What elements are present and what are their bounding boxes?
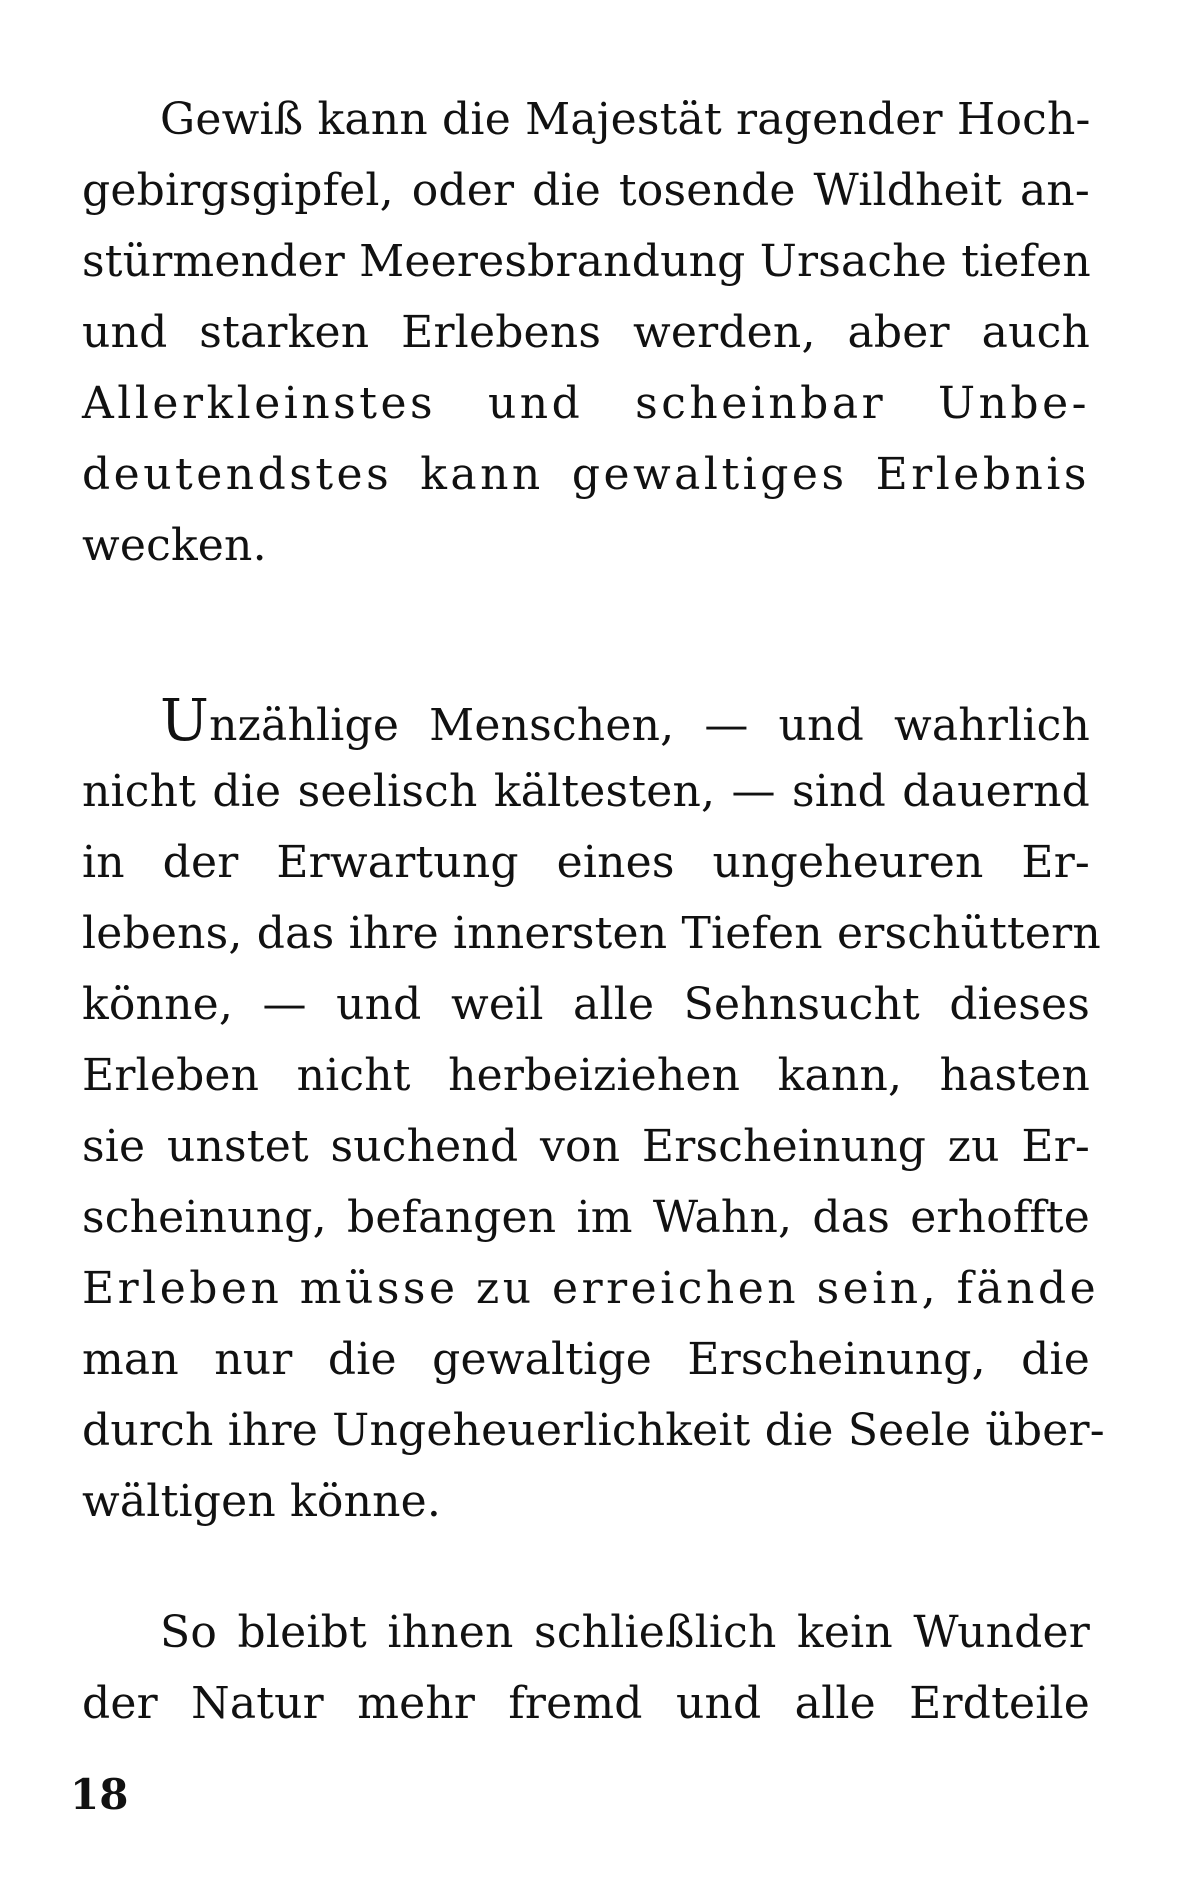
initial-letter: U	[160, 686, 210, 754]
text-line: nicht die seelisch kältesten, — sind dauernd	[82, 766, 1090, 817]
text-line: scheinung, befangen im Wahn, das erhoffte	[82, 1192, 1090, 1243]
text-line: durch ihre Ungeheuerlichkeit die Seele über-	[82, 1405, 1105, 1456]
text-line: könne, — und weil alle Sehnsucht dieses	[82, 979, 1090, 1030]
paragraph-2	[82, 685, 1105, 1537]
text-line-rest: nzählige Menschen, — und wahrlich	[209, 700, 1090, 751]
text-line: Allerkleinstes und scheinbar Unbe-	[82, 378, 1090, 429]
text-line: gebirgsgipfel, oder die tosende Wildheit an-	[82, 165, 1090, 216]
text-line: Erleben müsse zu erreichen sein, fände	[82, 1263, 1100, 1314]
text-line	[82, 685, 1090, 756]
text-line: wältigen könne.	[82, 1476, 442, 1527]
text-line: wecken.	[82, 520, 267, 571]
text-line: So bleibt ihnen schließlich kein Wunder	[160, 1607, 1090, 1658]
text-line: Erleben nicht herbeiziehen kann, hasten	[82, 1050, 1090, 1101]
text-line: deutendstes kann gewaltiges Erlebnis	[82, 449, 1090, 500]
text-line: man nur die gewaltige Erscheinung, die	[82, 1334, 1090, 1385]
text-line: lebens, das ihre innersten Tiefen erschüttern	[82, 908, 1101, 959]
text-line: stürmender Meeresbrandung Ursache tiefen	[82, 236, 1091, 287]
text-line: der Natur mehr fremd und alle Erdteile	[82, 1678, 1090, 1729]
text-line: und starken Erlebens werden, aber auch	[82, 307, 1090, 358]
page-number: 18	[70, 1770, 129, 1819]
paragraph-3	[82, 1597, 1090, 1739]
text-line: Gewiß kann die Majestät ragender Hoch-	[160, 94, 1091, 145]
paragraph-1	[82, 84, 1090, 581]
text-line: in der Erwartung eines ungeheuren Er-	[82, 837, 1090, 888]
text-line: sie unstet suchend von Erscheinung zu Er-	[82, 1121, 1090, 1172]
